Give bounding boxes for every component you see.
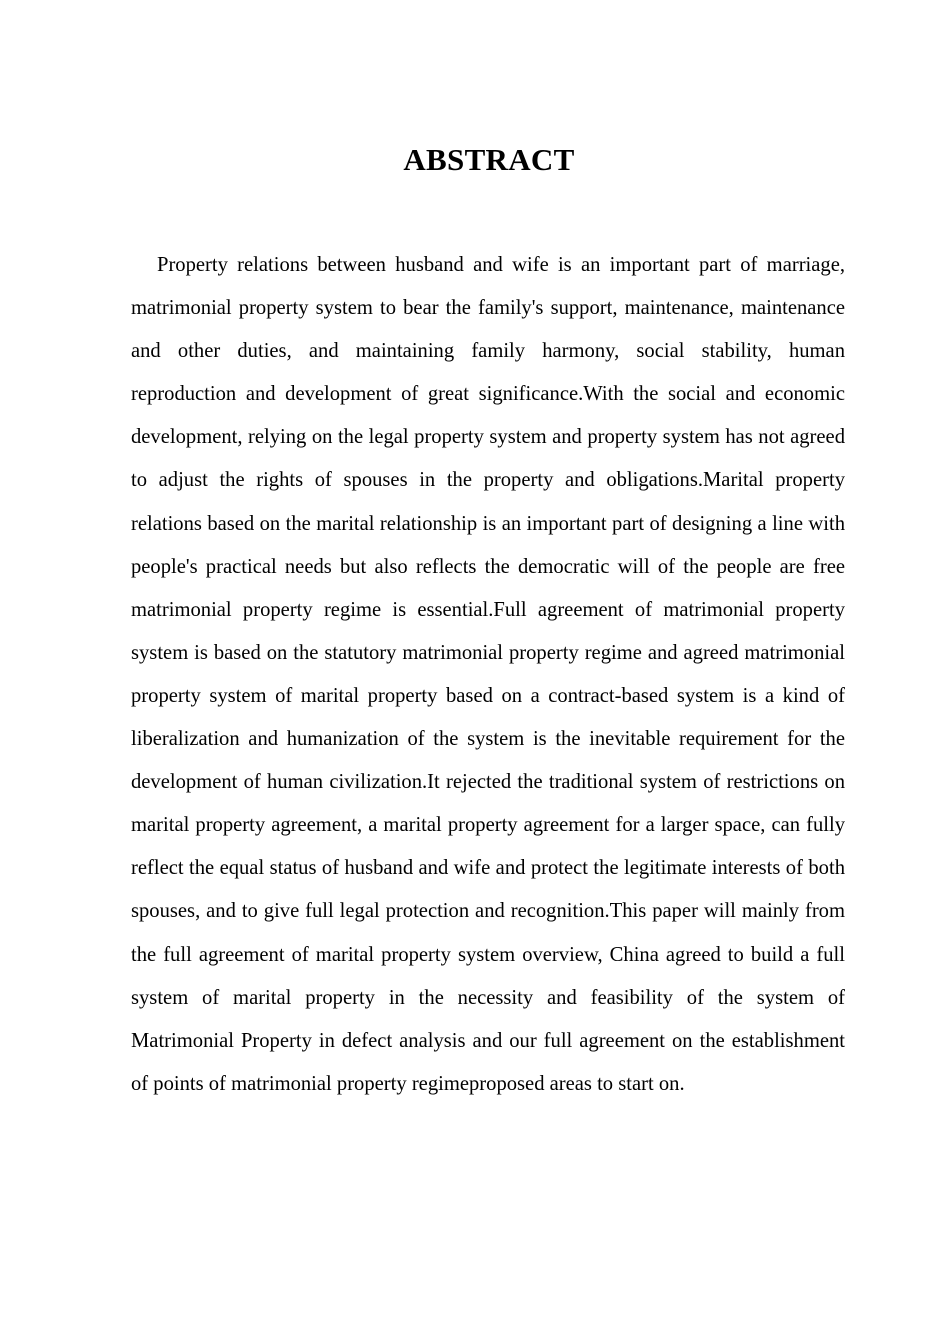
abstract-paragraph: Property relations between husband and wife is an important part of marriage, matrimonial property system to bear the family's support, maintenance, maintenance and other duties, and maintaining family harmony, social stability, human reproduction and development of great significance.With the social and economic development, relying on the legal property system and property system has not agreed to adjust the rights of spouses in the property and obligations.Marital property relations based on the marital relationship is an important part of designing a line with people's practical needs but also reflects the democratic will of the people are free matrimonial property regime is essential.Full agreement of matrimonial property system is based on the statutory matrimonial property regime and agreed matrimonial property system of marital property based on a contract-based system is a kind of liberalization and humanization of the system is the inevitable requirement for the development of human civilization.It rejected the traditional system of restrictions on marital property agreement, a marital property agreement for a larger space, can fully reflect the equal status of husband and wife and protect the legitimate interests of both spouses, and to give full legal protection and recognition.This paper will mainly from the full agreement of marital property system overview, China agreed to build a full system of marital property in the necessity and feasibility of the system of Matrimonial Property in defect analysis and our full agreement on the establishment of points of matrimonial property regimeproposed areas to start on. <box>131 254 845 1095</box>
abstract-title: ABSTRACT <box>403 142 575 177</box>
